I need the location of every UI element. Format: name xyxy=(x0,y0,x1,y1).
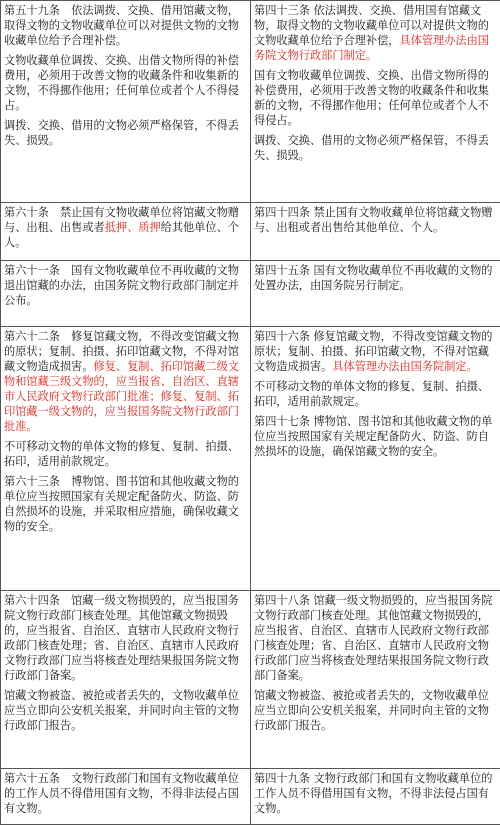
article-text: 调拨、交换、借用的文物必须严格保管，不得丢失、损毁。 xyxy=(254,134,489,162)
left-cell xyxy=(1,591,251,769)
right-cell xyxy=(251,203,500,261)
right-cell xyxy=(251,591,500,769)
article-text: 第四十九条 文物行政部门和国有文物收藏单位的工作人员不得借用国有文物，不得非法侵占国有文物。 xyxy=(254,772,493,815)
article-paragraph xyxy=(4,3,247,48)
article-text: 第六十二条 修复馆藏文物，不得改变馆藏文物的原状；复制、拍摄、拓印馆藏文物，不得对馆藏文物造成损害。 xyxy=(4,330,239,373)
article-paragraph xyxy=(4,263,247,308)
amended-text: 抵押、质押 xyxy=(104,221,161,234)
article-text: 不可移动文物的单体文物的修复、复制、拍摄、拓印，适用前款规定。 xyxy=(4,440,239,468)
article-text: 第四十三条 依法调拨、交换、借用国有馆藏文物，取得文物的文物收藏单位可以对提供文物的文物收藏单位给予合理补偿， xyxy=(254,4,489,47)
table-row xyxy=(1,327,500,591)
article-text: 调拨、交换、借用的文物必须严格保管，不得丢失、损毁。 xyxy=(4,119,239,147)
article-text: 国有文物收藏单位调拨、交换、出借文物所得的补偿费用，必须用于改善文物的收藏条件和收集新的文物，不得挪作他用；任何单位或者个人不得侵占。 xyxy=(254,69,489,127)
article-text: 第六十条 禁止国有文物收藏单位将馆藏文物赠与、出租、出售或者 xyxy=(4,206,239,234)
article-paragraph xyxy=(254,593,497,683)
article-paragraph xyxy=(4,118,247,148)
right-cell xyxy=(251,261,500,327)
article-paragraph xyxy=(4,439,247,469)
article-paragraph xyxy=(254,688,497,733)
article-paragraph xyxy=(4,329,247,434)
article-paragraph xyxy=(254,379,497,409)
article-paragraph xyxy=(4,593,247,683)
table-row xyxy=(1,1,500,203)
article-text: 第四十五条 国有文物收藏单位不再收藏的文物的处置办法，由国务院另行制定。 xyxy=(254,264,493,292)
table-row xyxy=(1,203,500,261)
table-row xyxy=(1,591,500,769)
article-paragraph xyxy=(4,474,247,534)
table-row xyxy=(1,769,500,825)
article-text: 文物收藏单位调拨、交换、出借文物所得的补偿费用，必须用于改善文物的收藏条件和收集新的文物，不得挪作他用；任何单位或者个人不得侵占。 xyxy=(4,54,239,112)
article-text: 第六十四条 馆藏一级文物损毁的，应当报国务院文物行政部门核查处理。其他馆藏文物损毁的，应当报省、自治区、直辖市人民政府文物行政部门核查处理；省、自治区、直辖市人民政府文物行政部门应当将核查处理结果报国务院文物行政部门备案。 xyxy=(4,594,239,682)
article-text: 第四十四条 禁止国有文物收藏单位将馆藏文物赠与、出租或者出售给其他单位、个人。 xyxy=(254,206,493,234)
article-text: 第四十七条 博物馆、图书馆和其他收藏文物的单位应当按照国家有关规定配备防火、防盗、防自然损坏的设施，确保馆藏文物的安全。 xyxy=(254,415,493,458)
left-cell xyxy=(1,327,251,591)
right-cell xyxy=(251,1,500,203)
article-paragraph xyxy=(254,329,497,374)
article-text: 第四十六条 修复馆藏文物，不得改变馆藏文物的原状；复制、拍摄、拓印馆藏文物，不得对馆藏文物造成损害。 xyxy=(254,330,493,373)
article-text: 馆藏文物被盗、被抢或者丢失的，文物收藏单位应当立即向公安机关报案，并同时向主管的文物行政部门报告。 xyxy=(4,689,239,732)
article-paragraph xyxy=(254,3,497,63)
article-paragraph xyxy=(254,133,497,163)
left-cell xyxy=(1,203,251,261)
article-text: 第四十八条 馆藏一级文物损毁的，应当报国务院文物行政部门核查处理。其他馆藏文物损毁的，应当报省、自治区、直辖市人民政府文物行政部门核查处理；省、自治区、直辖市人民政府文物行政部门应当将核查处理结果报国务院文物行政部门备案。 xyxy=(254,594,493,682)
comparison-body xyxy=(1,1,500,825)
article-text: 第六十一条 国有文物收藏单位不再收藏的文物退出馆藏的办法，由国务院文物行政部门制定并公布。 xyxy=(4,264,239,307)
article-paragraph xyxy=(254,771,497,816)
article-text: 第六十三条 博物馆、图书馆和其他收藏文物的单位应当按照国家有关规定配备防火、防盗、防自然损坏的设施，并采取相应措施，确保收藏文物的安全。 xyxy=(4,475,239,533)
article-paragraph xyxy=(254,263,497,293)
left-cell xyxy=(1,1,251,203)
left-cell xyxy=(1,261,251,327)
article-paragraph xyxy=(254,414,497,459)
table-row xyxy=(1,261,500,327)
amended-text: 修复、复制、拓印馆藏二级文物和馆藏三级文物的，应当报省、自治区、直辖市人民政府文物行政部门批准；修复、复制、拓印馆藏一级文物的，应当报国务院文物行政部门批准。 xyxy=(4,360,239,433)
article-text: 第六十五条 文物行政部门和国有文物收藏单位的工作人员不得借用国有文物，不得非法侵占国有文物。 xyxy=(4,772,239,815)
article-text: 第五十九条 依法调拨、交换、借用馆藏文物，取得文物的文物收藏单位可以对提供文物的文物收藏单位给予合理补偿。 xyxy=(4,4,239,47)
article-paragraph xyxy=(254,68,497,128)
article-text: 馆藏文物被盗、被抢或者丢失的，文物收藏单位应当立即向公安机关报案，并同时向主管的文物行政部门报告。 xyxy=(254,689,489,732)
amended-text: 具体管理办法由国务院文物行政部门制定。 xyxy=(254,34,489,62)
article-paragraph xyxy=(4,53,247,113)
right-cell xyxy=(251,327,500,591)
article-paragraph xyxy=(4,771,247,816)
article-paragraph xyxy=(254,205,497,235)
left-cell xyxy=(1,769,251,825)
article-paragraph xyxy=(4,205,247,250)
article-text: 给其他单位、个人。 xyxy=(4,221,239,249)
article-text: 不可移动文物的单体文物的修复、复制、拍摄、拓印，适用前款规定。 xyxy=(254,380,489,408)
right-cell xyxy=(251,769,500,825)
article-paragraph xyxy=(4,688,247,733)
amended-text: 具体管理办法由国务院制定。 xyxy=(332,360,478,373)
